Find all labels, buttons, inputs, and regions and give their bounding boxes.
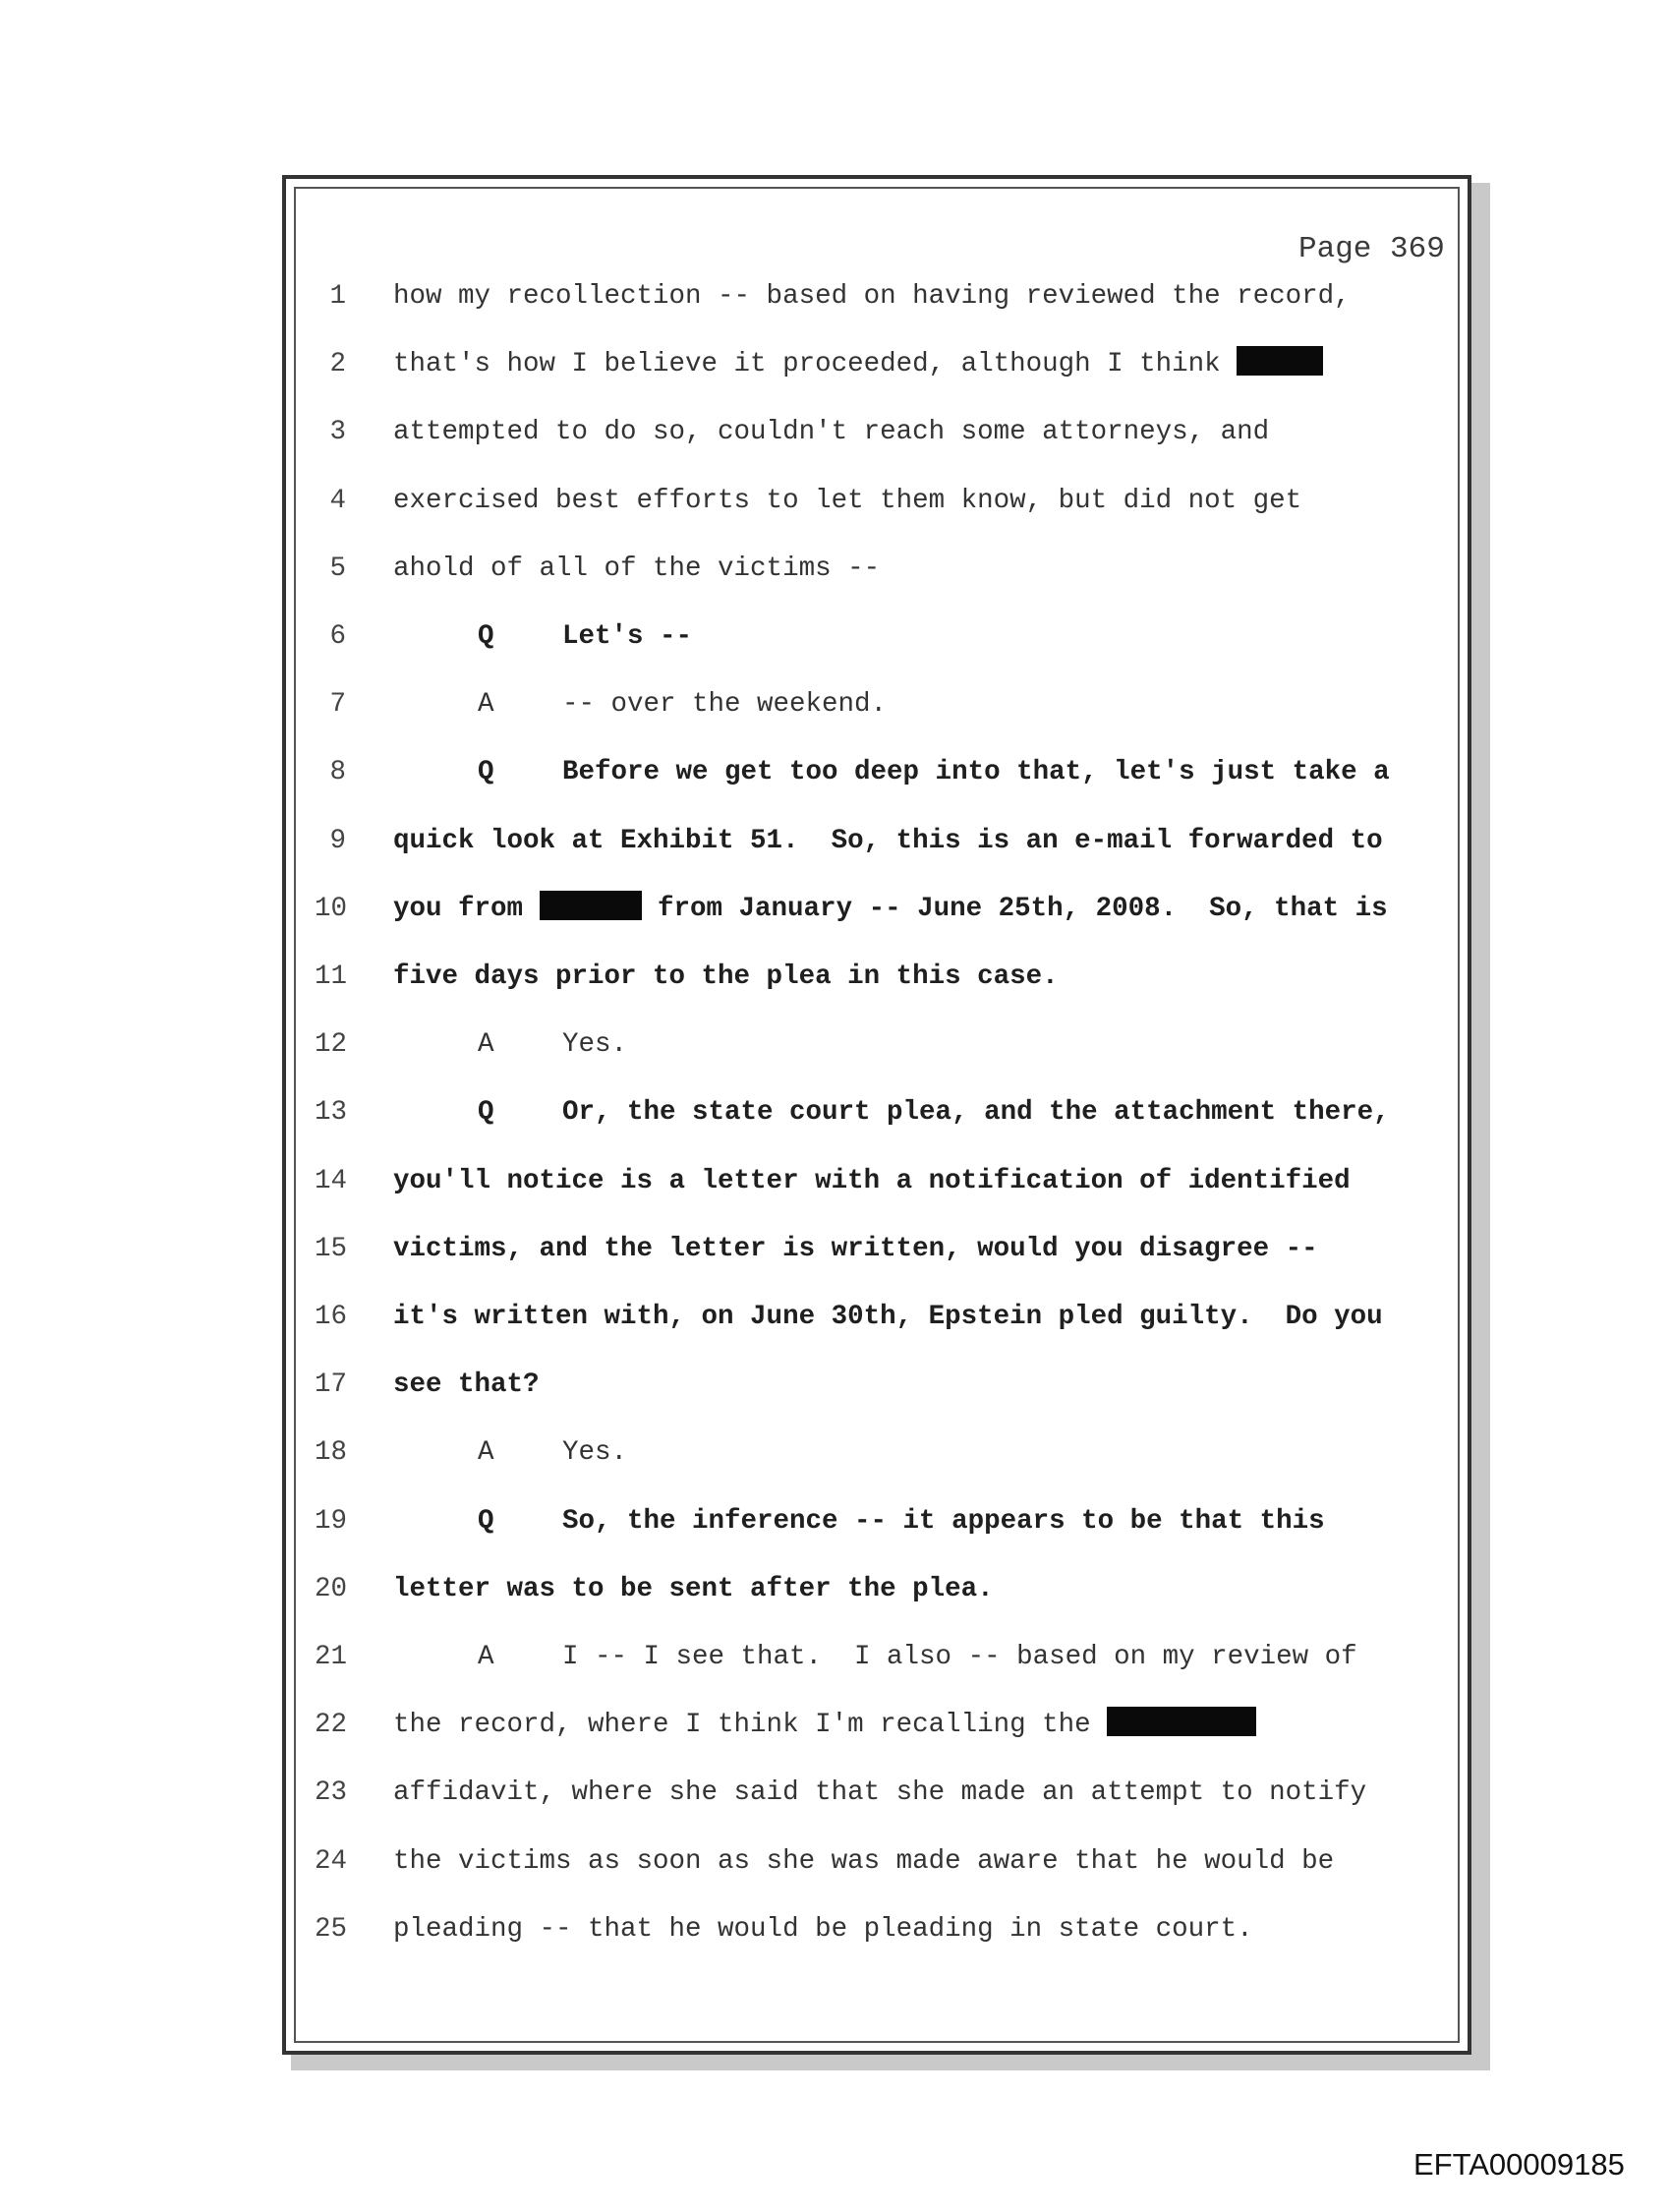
transcript-line [0, 1910, 1671, 1950]
line-text: So, the inference -- it appears to be that this [562, 1505, 1325, 1537]
line-text-wrap [393, 345, 1323, 384]
transcript-line [0, 1093, 1671, 1133]
line-text: you'll notice is a letter with a notification of identified [393, 1165, 1351, 1196]
speaker-label: A [478, 689, 494, 721]
line-number: 23 [315, 1777, 348, 1809]
line-number: 1 [329, 281, 346, 312]
transcript-line [0, 277, 1671, 317]
line-number: 22 [315, 1710, 348, 1741]
redaction-box [1107, 1707, 1256, 1736]
line-text: -- over the weekend. [562, 689, 888, 721]
line-text: five days prior to the plea in this case. [393, 961, 1059, 992]
line-number: 7 [329, 689, 346, 721]
line-text: Or, the state court plea, and the attachment there, [562, 1097, 1390, 1129]
line-text-wrap [562, 753, 1390, 792]
line-number: 20 [315, 1573, 348, 1604]
transcript-line [0, 890, 1671, 929]
line-number: 16 [315, 1302, 348, 1332]
transcript-line [0, 1706, 1671, 1745]
redaction-box [540, 891, 642, 920]
line-number: 19 [315, 1505, 348, 1537]
line-text-wrap [393, 1774, 1366, 1813]
line-text-wrap [562, 1093, 1390, 1133]
transcript-line [0, 1502, 1671, 1542]
line-number: 21 [315, 1642, 348, 1672]
transcript-line [0, 1638, 1671, 1677]
transcript-line [0, 1366, 1671, 1405]
line-number: 10 [315, 893, 348, 924]
line-text: letter was to be sent after the plea. [393, 1573, 994, 1604]
line-number: 13 [315, 1097, 348, 1129]
line-number: 3 [329, 417, 346, 448]
transcript-line [0, 482, 1671, 521]
transcript-line [0, 1570, 1671, 1609]
line-number: 25 [315, 1913, 348, 1945]
transcript-line [0, 617, 1671, 657]
transcript-line [0, 1298, 1671, 1337]
speaker-label: A [478, 1642, 494, 1672]
speaker-label: A [478, 1437, 494, 1469]
transcript-line [0, 1842, 1671, 1882]
line-text-wrap [562, 1502, 1325, 1542]
line-number: 5 [329, 553, 346, 584]
line-text: see that? [393, 1369, 540, 1401]
line-text: attempted to do so, couldn't reach some attorneys, and [393, 417, 1270, 448]
line-number: 18 [315, 1437, 348, 1469]
line-number: 4 [329, 485, 346, 516]
line-text-wrap [393, 1162, 1351, 1201]
line-text: the victims as soon as she was made aware that he would be [393, 1845, 1335, 1877]
transcript-line [0, 1162, 1671, 1201]
transcript-line [0, 1433, 1671, 1473]
transcript-line [0, 685, 1671, 725]
speaker-label: A [478, 1029, 494, 1061]
line-number: 11 [315, 961, 348, 992]
line-text: ahold of all of the victims -- [393, 553, 881, 584]
speaker-label: Q [478, 621, 494, 652]
transcript-line [0, 550, 1671, 589]
line-text-wrap [393, 1230, 1318, 1269]
line-number: 12 [315, 1029, 348, 1061]
transcript-line [0, 345, 1671, 384]
line-text-wrap [393, 1570, 994, 1609]
transcript-line [0, 753, 1671, 792]
line-number: 24 [315, 1845, 348, 1877]
line-number: 15 [315, 1233, 348, 1264]
line-text: pleading -- that he would be pleading in state court. [393, 1913, 1253, 1945]
line-text-wrap [393, 1298, 1383, 1337]
line-number: 8 [329, 757, 346, 788]
line-text: I -- I see that. I also -- based on my review of [562, 1642, 1357, 1672]
line-number: 14 [315, 1165, 348, 1196]
line-text-wrap [562, 617, 692, 657]
speaker-label: Q [478, 1097, 494, 1129]
line-number: 6 [329, 621, 346, 652]
line-text: quick look at Exhibit 51. So, this is an e-mail forwarded to [393, 825, 1383, 856]
line-text: you from [393, 893, 540, 924]
line-text-wrap [393, 1842, 1334, 1882]
line-text: victims, and the letter is written, would you disagree -- [393, 1233, 1318, 1264]
line-text-wrap [393, 413, 1269, 452]
page-number: Page 369 [1298, 232, 1445, 266]
line-number: 17 [315, 1369, 348, 1401]
line-text-wrap [393, 1910, 1253, 1950]
line-text: Yes. [562, 1029, 628, 1061]
line-number: 2 [329, 349, 346, 380]
line-text-wrap [393, 890, 1388, 929]
line-text: how my recollection -- based on having reviewed the record, [393, 281, 1351, 312]
transcript-line [0, 1774, 1671, 1813]
line-number: 9 [329, 825, 346, 856]
transcript-line [0, 413, 1671, 452]
line-text-continued: from January -- June 25th, 2008. So, that is [641, 893, 1388, 924]
line-text: Let's -- [562, 621, 693, 652]
line-text-wrap [393, 550, 880, 589]
line-text-wrap [393, 822, 1383, 861]
line-text-wrap [562, 1433, 627, 1473]
line-text-wrap [562, 685, 887, 725]
transcript-line [0, 958, 1671, 997]
bates-number: EFTA00009185 [1413, 2147, 1625, 2182]
speaker-label: Q [478, 757, 494, 788]
line-text: the record, where I think I'm recalling the [393, 1710, 1108, 1741]
line-text: Before we get too deep into that, let's just take a [562, 757, 1390, 788]
line-text: Yes. [562, 1437, 628, 1469]
transcript-line [0, 1025, 1671, 1065]
line-text: it's written with, on June 30th, Epstein pled guilty. Do you [393, 1302, 1383, 1332]
line-text-wrap [562, 1638, 1357, 1677]
transcript-line [0, 1230, 1671, 1269]
line-text-wrap [393, 1706, 1256, 1745]
line-text-wrap [393, 277, 1351, 317]
line-text-wrap [393, 958, 1059, 997]
line-text-wrap [562, 1025, 627, 1065]
line-text: exercised best efforts to let them know, but did not get [393, 485, 1302, 516]
transcript-line [0, 822, 1671, 861]
line-text-wrap [393, 482, 1301, 521]
line-text-wrap [393, 1366, 540, 1405]
line-text: affidavit, where she said that she made an attempt to notify [393, 1777, 1367, 1809]
speaker-label: Q [478, 1505, 494, 1537]
redaction-box [1237, 346, 1323, 376]
line-text: that's how I believe it proceeded, although I think [393, 349, 1238, 380]
